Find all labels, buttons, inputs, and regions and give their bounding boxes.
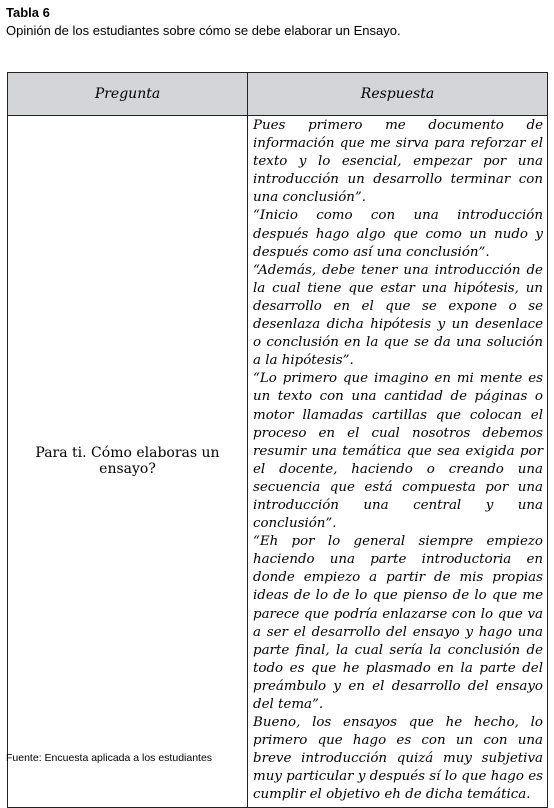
answer-paragraph: Pues primero me documento de información que me sirva para reforzar el texto y lo esencial, empezar por una introducción un desarrollo terminar con una conclusión”. bbox=[253, 118, 543, 206]
answer-paragraph: “Lo primero que imagino en mi mente es un texto con una cantidad de páginas o motor llamadas cartillas que colocan el proceso en el cual nosotros debemos resumir una temática que sea exigida por el docente, haciendo o creando una secuencia que está compuesta por una introducción una central y una conclusión”. bbox=[253, 371, 543, 532]
header-row bbox=[8, 73, 548, 116]
survey-table bbox=[7, 72, 548, 808]
source-note: Fuente: Encuesta aplicada a los estudiantes bbox=[6, 752, 213, 764]
question-cell: Para ti. Cómo elaboras un ensayo? bbox=[8, 116, 248, 808]
table-label: Tabla 6 bbox=[6, 5, 50, 20]
answer-paragraph: “Eh por lo general siempre empiezo haciendo una parte introductoria en donde empiezo a partir de mis propias ideas de lo de lo que pienso de lo que me parece que podría enlazarse con lo que va a ser el desarrollo del ensayo y hago una parte final, la cual sería la conclusión de todo es que he plasmado en la parte del preámbulo y en el desarrollo del ensayo del tema”. bbox=[253, 534, 543, 712]
answer-cell bbox=[248, 116, 548, 808]
answer-paragraph: Bueno, los ensayos que he hecho, lo primero que hago es con un con una breve introducción quizá muy subjetiva muy particular y después sí lo que hago es cumplir el objetivo eh de dicha temática. bbox=[253, 715, 543, 803]
header-question: Pregunta bbox=[8, 73, 248, 116]
answer-paragraph: “Además, debe tener una introducción de la cual tiene que estar una hipótesis, un desarrollo en el que se expone o se desenlaza dicha hipótesis y un desenlace o conclusión en la que se da una solución a la hipótesis”. bbox=[253, 262, 543, 369]
answer-paragraph: “Inicio como con una introducción después hago algo que como un nudo y después como así una conclusión”. bbox=[253, 208, 543, 260]
table-caption: Opinión de los estudiantes sobre cómo se debe elaborar un Ensayo. bbox=[6, 23, 401, 38]
header-answer: Respuesta bbox=[248, 73, 548, 116]
table-row bbox=[8, 116, 548, 808]
